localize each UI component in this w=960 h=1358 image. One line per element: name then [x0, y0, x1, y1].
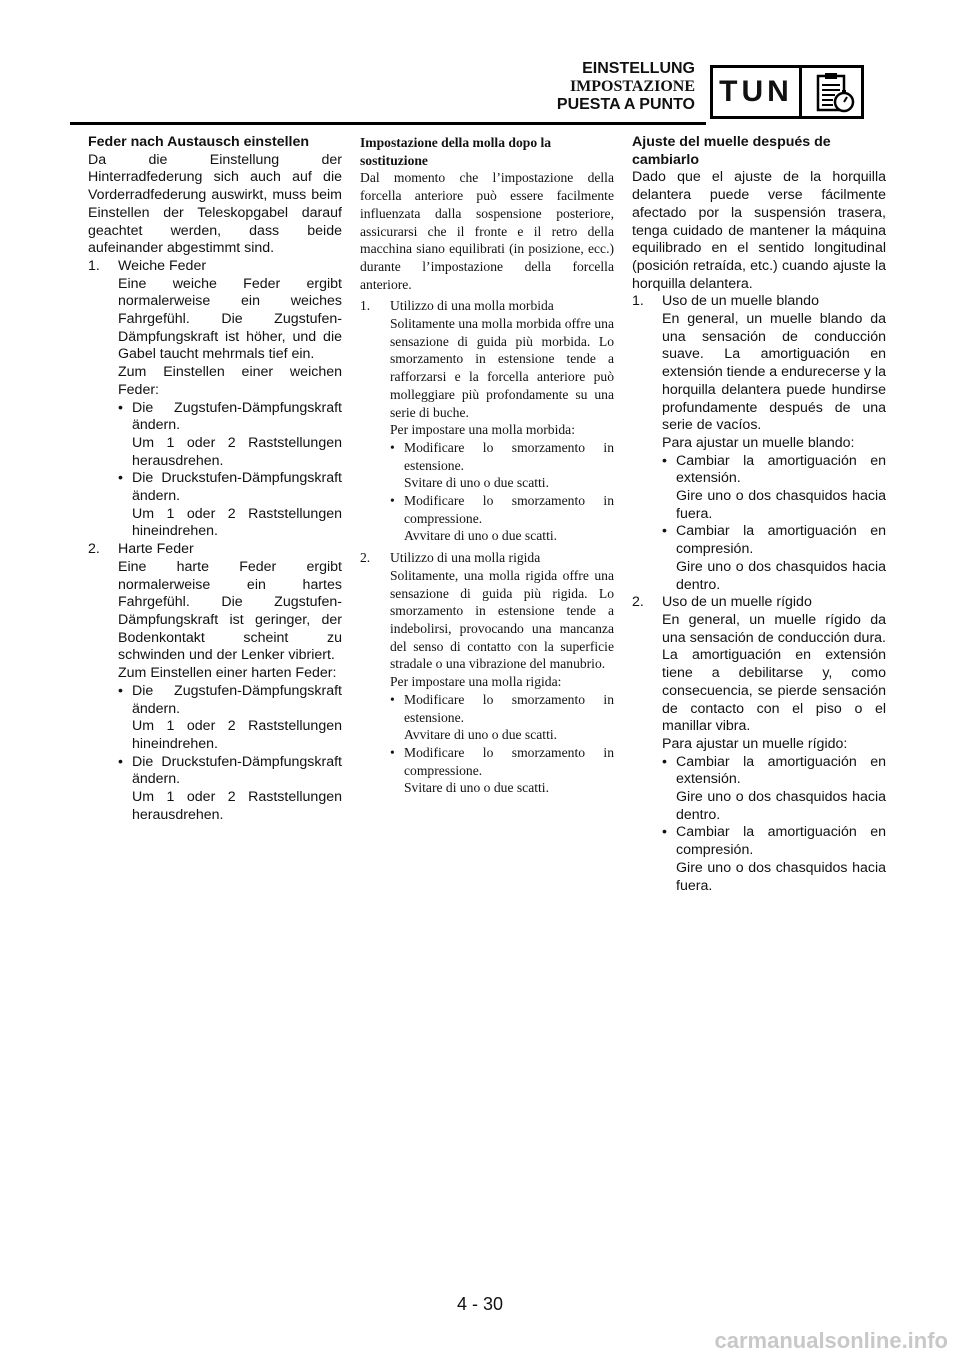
section-badge	[710, 65, 864, 119]
es-item1-bullet1-sub: Gire uno o dos chasquidos hacia fuera.	[676, 488, 886, 522]
header-title-it: IMPOSTAZIONE	[569, 78, 695, 95]
de-item2-bullet1	[88, 683, 342, 718]
de-item2-bullet1-text: Die Zugstufen-Dämpfungskraft ändern.	[132, 682, 342, 717]
es-item2-number: 2.	[632, 594, 644, 611]
de-intro: Da die Einstellung der Hinterradfederung sich auch auf die Vorderradfederung auswirkt, muss beim Einstellen der Teleskopgabel darauf geachtet werden, dass beide aufeinander abgestimmt sind.	[88, 151, 342, 257]
it-item1-bullet1-text: Modificare lo smorzamento in estensione.	[404, 439, 614, 473]
column-spanish	[632, 134, 886, 895]
es-item2-bullet1-text: Cambiar la amortiguación en extensión.	[676, 753, 886, 788]
it-item1-bullet2-sub: Avvitare di uno o due scatti.	[404, 528, 558, 544]
es-item2-title: Uso de un muelle rígido	[662, 594, 812, 611]
de-item2-bullet2	[88, 754, 342, 789]
it-item2-text: Solitamente, una molla rigida offre una sensazione di guida più rigida. Lo smorzamento in estensione tende a indebolirsi, provocando una mancanza del senso di contatto con la superficie stradale o una vibrazione del manubrio.	[390, 567, 614, 672]
header-title-es: PUESTA A PUNTO	[556, 96, 695, 113]
es-item2-text: En general, un muelle rígido da una sensación de conducción dura. La amortiguación en extensión tiene a debilitarse y, como consecuencia, se pierde sensación de contacto con el piso o el manillar vibra.	[662, 611, 886, 735]
de-item1-lead: Zum Einstellen einer weichen Feder:	[118, 364, 342, 398]
de-item1-bullet1-sub: Um 1 oder 2 Raststellungen herausdrehen.	[132, 434, 342, 469]
it-item2-bullet2	[360, 744, 614, 779]
it-item2	[360, 549, 614, 567]
es-item1-bullet2-sub: Gire uno o dos chasquidos hacia dentro.	[676, 558, 886, 593]
es-item1-lead: Para ajustar un muelle blando:	[662, 434, 855, 451]
es-intro: Dado que el ajuste de la horquilla delantera puede verse fácilmente afectado por la suspensión trasera, tenga cuidado de mantener la máquina equilibrado en el sentido longitudinal (posición retraída, etc.) cuando ajuste la horquilla delantera.	[632, 169, 886, 292]
column-german	[88, 134, 342, 824]
it-item1-bullet1	[360, 439, 614, 474]
header-title-de: EINSTELLUNG	[582, 60, 695, 77]
it-intro: Dal momento che l’impostazione della forcella anteriore può essere facilmente influenzata dalla sospensione posteriore, assicurarsi che il fronte e il retro della macchina siano equilibrati (in posizione, ecc.) durante l’impostazione della forcella anteriore.	[360, 170, 614, 292]
bullet-marker: •	[118, 470, 123, 487]
it-item2-bullet2-sub: Svitare di uno o due scatti.	[404, 780, 549, 796]
de-item1-bullet2-sub: Um 1 oder 2 Raststellungen hineindrehen.	[132, 505, 342, 540]
it-item1-text: Solitamente una molla morbida offre una sensazione di guida più morbida. Lo smorzamento in estensione tende a rafforzarsi e la forcella anteriore può molleggiare più profondamente su una serie di buche.	[390, 316, 614, 420]
bullet-marker: •	[662, 523, 667, 540]
bullet-marker: •	[390, 691, 395, 707]
es-item2-bullet2	[632, 824, 886, 859]
es-item2-bullet1	[632, 754, 886, 789]
de-item2-bullet2-text: Die Druckstufen-Dämpfungskraft ändern.	[132, 753, 342, 788]
it-item1-title: Utilizzo di una molla morbida	[390, 298, 554, 314]
it-item1-lead: Per impostare una molla morbida:	[390, 422, 575, 438]
es-item1-bullet1	[632, 453, 886, 488]
badge-divider	[799, 68, 802, 116]
it-item2-bullet1-text: Modificare lo smorzamento in estensione.	[404, 691, 614, 725]
de-item1-text: Eine weiche Feder ergibt normalerweise ein weiches Fahrgefühl. Die Zugstufen-Dämpfungskraft ist höher, und die Gabel taucht mehrmals tief ein.	[118, 275, 342, 363]
de-item2-number: 2.	[88, 541, 100, 558]
it-item1-bullet2	[360, 492, 614, 527]
de-item2-bullet2-sub: Um 1 oder 2 Raststellungen herausdrehen.	[132, 789, 342, 823]
de-item1-bullet2-text: Die Druckstufen-Dämpfungskraft ändern.	[132, 470, 342, 505]
bullet-marker: •	[390, 493, 395, 509]
de-heading: Feder nach Austausch einstellen	[88, 134, 310, 150]
section-code: TUN	[719, 75, 793, 108]
es-heading: Ajuste del muelle después de cambiarlo	[632, 134, 831, 168]
column-italian	[360, 134, 614, 797]
it-item1-bullet2-text: Modificare lo smorzamento in compressione.	[404, 493, 614, 526]
bullet-marker: •	[662, 452, 667, 469]
header-titles	[557, 60, 695, 114]
es-item2-bullet1-sub: Gire uno o dos chasquidos hacia dentro.	[676, 789, 886, 823]
it-item2-bullet1	[360, 691, 614, 726]
de-item1-bullet2	[88, 470, 342, 505]
es-item1-title: Uso de un muelle blando	[662, 293, 819, 310]
es-item2-bullet2-sub: Gire uno o dos chasquidos hacia fuera.	[676, 859, 886, 894]
de-item2-bullet1-sub: Um 1 oder 2 Raststellungen hineindrehen.	[132, 718, 342, 752]
bullet-marker: •	[118, 682, 123, 699]
es-item1-bullet2-text: Cambiar la amortiguación en compresión.	[676, 523, 886, 558]
header-rule	[70, 122, 706, 125]
es-item1-bullet1-text: Cambiar la amortiguación en extensión.	[676, 452, 886, 487]
de-item1-bullet1-text: Die Zugstufen-Dämpfungskraft ändern.	[132, 399, 342, 434]
it-heading: Impostazione della molla dopo la sostituzione	[360, 135, 552, 168]
bullet-marker: •	[662, 753, 667, 770]
bullet-marker: •	[118, 399, 123, 416]
de-item2-lead: Zum Einstellen einer harten Feder:	[118, 665, 337, 682]
it-item2-title: Utilizzo di una molla rigida	[390, 550, 541, 566]
bullet-marker: •	[662, 824, 667, 841]
es-item2-lead: Para ajustar un muelle rígido:	[662, 735, 848, 752]
bullet-marker: •	[390, 439, 395, 455]
de-item1-title: Weiche Feder	[118, 257, 207, 274]
bullet-marker: •	[390, 744, 395, 760]
watermark: carmanualsonline.info	[714, 1328, 948, 1353]
it-item2-number: 2.	[360, 550, 371, 566]
it-item1-number: 1.	[360, 298, 371, 314]
es-item1-text: En general, un muelle blando da una sensación de conducción suave. La amortiguación en extensión tiende a endurecerse y la horquilla delantera puede hundirse profundamente después de una serie de vacíos.	[662, 311, 886, 434]
de-item1-number: 1.	[88, 257, 100, 274]
bullet-marker: •	[118, 753, 123, 770]
page-number: 4 - 30	[456, 1294, 504, 1314]
es-item2-bullet2-text: Cambiar la amortiguación en compresión.	[676, 824, 886, 859]
es-item1-number: 1.	[632, 293, 644, 310]
es-item1-bullet2	[632, 523, 886, 558]
tuning-clipboard-stopwatch-icon	[813, 72, 857, 114]
it-item1	[360, 297, 614, 315]
page-header	[0, 58, 960, 128]
it-item2-bullet1-sub: Avvitare di uno o due scatti.	[404, 727, 558, 743]
it-item2-lead: Per impostare una molla rigida:	[390, 674, 562, 690]
es-item2	[632, 594, 886, 612]
de-item2-title: Harte Feder	[118, 541, 194, 558]
es-item1	[632, 293, 886, 311]
de-item2-text: Eine harte Feder ergibt normalerweise ein hartes Fahrgefühl. Die Zugstufen-Dämpfungskraft ist geringer, der Bodenkontakt scheint zu schwinden und der Lenker vibriert.	[118, 558, 342, 664]
it-item1-bullet1-sub: Svitare di uno o due scatti.	[404, 475, 549, 491]
de-item1	[88, 258, 342, 276]
de-item1-bullet1	[88, 400, 342, 435]
it-item2-bullet2-text: Modificare lo smorzamento in compressione.	[404, 744, 614, 778]
de-item2	[88, 541, 342, 559]
